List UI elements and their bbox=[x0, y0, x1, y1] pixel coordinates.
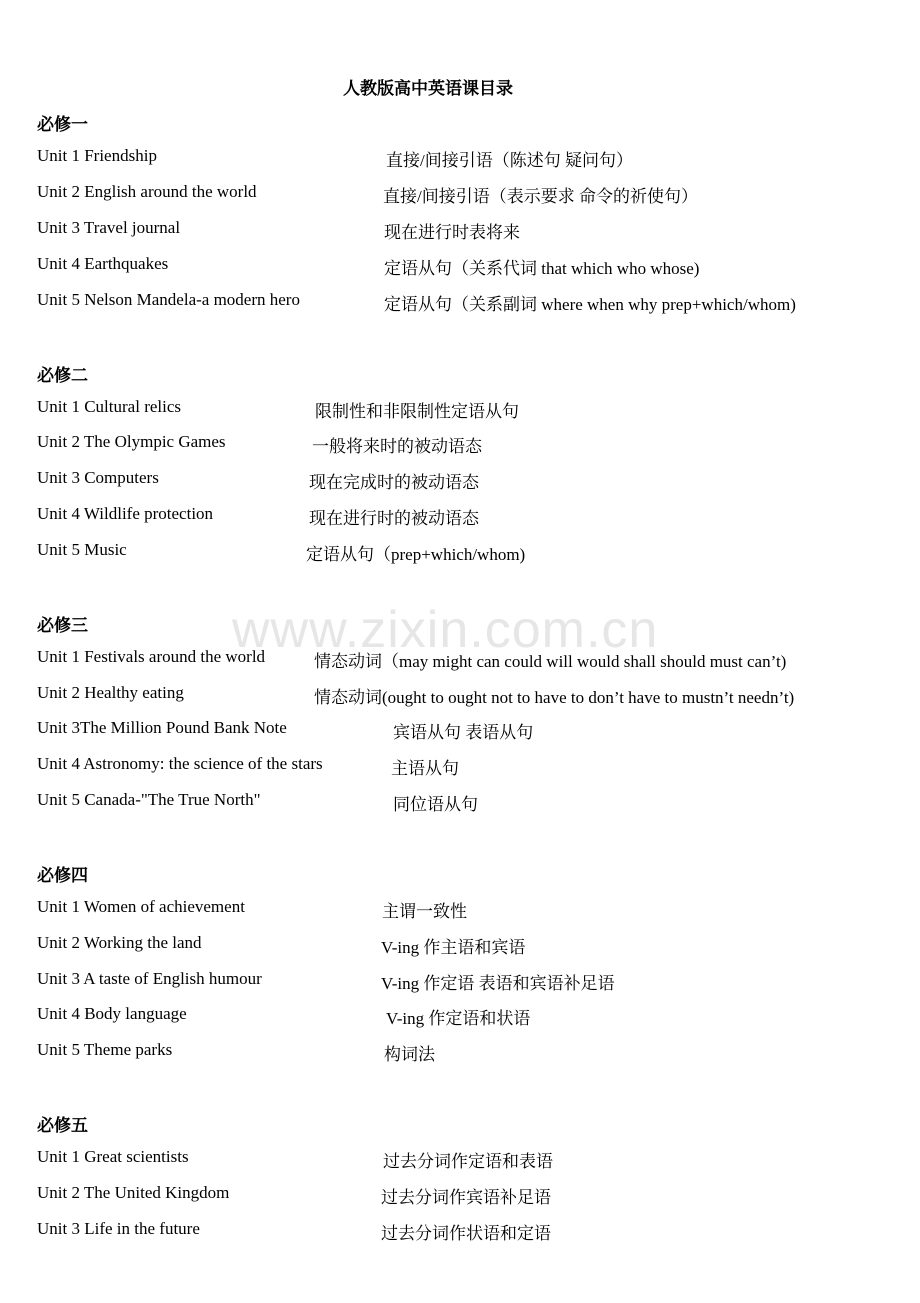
grammar-topic: 主语从句 bbox=[391, 759, 459, 778]
unit-title: Unit 1 Friendship bbox=[37, 146, 157, 165]
unit-title: Unit 3 Life in the future bbox=[37, 1219, 200, 1238]
unit-title: Unit 3 A taste of English humour bbox=[37, 969, 262, 988]
grammar-topic: 过去分词作状语和定语 bbox=[381, 1224, 551, 1243]
unit-title: Unit 1 Great scientists bbox=[37, 1147, 189, 1166]
unit-title: Unit 5 Canada-"The True North" bbox=[37, 790, 261, 809]
grammar-topic: 同位语从句 bbox=[393, 795, 478, 814]
unit-title: Unit 3 Travel journal bbox=[37, 218, 181, 237]
module-heading: 必修三 bbox=[37, 616, 88, 635]
unit-title: Unit 4 Wildlife protection bbox=[37, 504, 214, 523]
grammar-topic: 定语从句（prep+which/whom) bbox=[306, 545, 526, 564]
unit-title: Unit 4 Earthquakes bbox=[37, 254, 169, 273]
watermark: www.zixin.com.cn bbox=[232, 601, 659, 659]
grammar-topic: 现在进行时表将来 bbox=[384, 223, 520, 242]
unit-title: Unit 1 Festivals around the world bbox=[37, 647, 266, 666]
grammar-topic: 直接/间接引语（表示要求 命令的祈使句） bbox=[383, 187, 698, 206]
unit-title: Unit 2 English around the world bbox=[37, 182, 257, 201]
grammar-topic: 主谓一致性 bbox=[382, 902, 467, 921]
module-heading: 必修五 bbox=[37, 1116, 88, 1135]
grammar-topic: 构词法 bbox=[384, 1045, 435, 1064]
page-title: 人教版高中英语课目录 bbox=[343, 79, 513, 98]
grammar-topic: 情态动词（may might can could will would shall should must can’t) bbox=[314, 652, 787, 671]
grammar-topic: V-ing 作主语和宾语 bbox=[381, 938, 526, 957]
unit-title: Unit 5 Music bbox=[37, 540, 127, 559]
unit-title: Unit 5 Theme parks bbox=[37, 1040, 173, 1059]
grammar-topic: V-ing 作定语 表语和宾语补足语 bbox=[381, 974, 615, 993]
grammar-topic: 定语从句（关系副词 where when why prep+which/whom) bbox=[384, 295, 796, 314]
grammar-topic: 现在进行时的被动语态 bbox=[309, 509, 479, 528]
unit-title: Unit 2 Healthy eating bbox=[37, 683, 184, 702]
unit-title: Unit 1 Women of achievement bbox=[37, 897, 245, 916]
grammar-topic: 情态动词(ought to ought not to have to don’t have to mustn’t needn’t) bbox=[314, 688, 795, 707]
module-heading: 必修四 bbox=[37, 866, 88, 885]
grammar-topic: 过去分词作宾语补足语 bbox=[381, 1188, 551, 1207]
grammar-topic: 限制性和非限制性定语从句 bbox=[315, 402, 519, 421]
grammar-topic: 过去分词作定语和表语 bbox=[383, 1152, 553, 1171]
unit-title: Unit 2 The United Kingdom bbox=[37, 1183, 230, 1202]
grammar-topic: 一般将来时的被动语态 bbox=[312, 437, 482, 456]
unit-title: Unit 2 The Olympic Games bbox=[37, 432, 226, 451]
unit-title: Unit 5 Nelson Mandela-a modern hero bbox=[37, 290, 300, 309]
unit-title: Unit 3 Computers bbox=[37, 468, 159, 487]
grammar-topic: 定语从句（关系代词 that which who whose) bbox=[384, 259, 700, 278]
grammar-topic: 现在完成时的被动语态 bbox=[309, 473, 479, 492]
module-heading: 必修二 bbox=[37, 366, 88, 385]
grammar-topic: 宾语从句 表语从句 bbox=[393, 723, 534, 742]
unit-title: Unit 4 Astronomy: the science of the stars bbox=[37, 754, 323, 773]
unit-title: Unit 4 Body language bbox=[37, 1004, 187, 1023]
unit-title: Unit 1 Cultural relics bbox=[37, 397, 182, 416]
unit-title: Unit 2 Working the land bbox=[37, 933, 202, 952]
grammar-topic: 直接/间接引语（陈述句 疑问句） bbox=[386, 151, 633, 170]
module-heading: 必修一 bbox=[37, 115, 88, 134]
grammar-topic: V-ing 作定语和状语 bbox=[386, 1009, 531, 1028]
unit-title: Unit 3The Million Pound Bank Note bbox=[37, 718, 287, 737]
